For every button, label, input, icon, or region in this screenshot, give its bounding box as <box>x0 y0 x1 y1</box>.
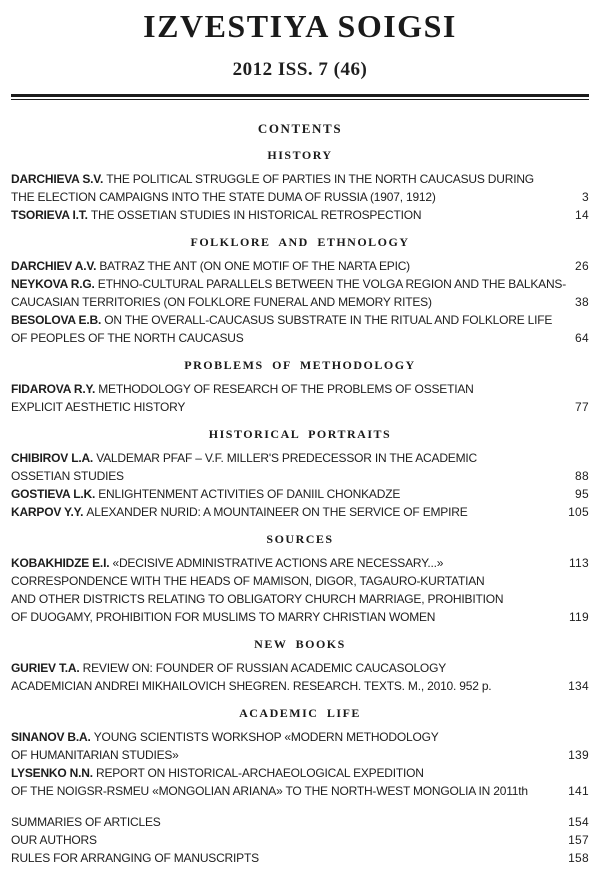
page-number: 105 <box>568 504 589 519</box>
author-name: KOBAKHIDZE E.I. <box>11 555 110 570</box>
entry-text <box>11 449 477 467</box>
page-number: 157 <box>568 832 589 847</box>
page-number: 141 <box>568 783 589 798</box>
entry-title: OF HUMANITARIAN STUDIES» <box>11 747 179 762</box>
issue-label: 2012 ISS. 7 (46) <box>232 59 368 80</box>
entry-title: OF PEOPLES OF THE NORTH CAUCASUS <box>11 330 244 345</box>
page-number: 88 <box>575 468 589 483</box>
page-number: 95 <box>575 486 589 501</box>
toc-row <box>11 293 589 311</box>
entry-text <box>11 677 491 695</box>
section-heading: SOURCES <box>266 531 334 546</box>
section-new-books <box>11 637 589 695</box>
section-heading: HISTORY <box>267 147 333 162</box>
toc-row <box>11 485 589 503</box>
toc-row <box>11 257 589 275</box>
section-heading: FOLKLORE AND ETHNOLOGY <box>190 234 410 249</box>
page-number: 64 <box>575 330 589 345</box>
section-problems-of-methodology <box>11 358 589 416</box>
double-rule-divider <box>11 94 589 100</box>
page-number: 113 <box>568 555 589 570</box>
page-number: 134 <box>568 678 589 693</box>
author-name: GOSTIEVA L.K. <box>11 486 96 501</box>
contents-heading: CONTENTS <box>257 120 343 136</box>
entry-title: BATRAZ THE ANT (ON ONE MOTIF OF THE NARTA EPIC) <box>99 258 410 273</box>
entry-text <box>11 170 534 188</box>
entry-title: AND OTHER DISTRICTS RELATING TO OBLIGATORY CHURCH MARRIAGE, PROHIBITION <box>11 591 504 606</box>
author-name: KARPOV Y.Y. <box>11 504 84 519</box>
entry-title: REVIEW ON: FOUNDER OF RUSSIAN ACADEMIC CAUCASOLOGY <box>82 660 447 675</box>
toc-row <box>11 188 589 206</box>
entry-text <box>11 590 503 608</box>
page-number: 26 <box>575 258 589 273</box>
section-heading: HISTORICAL PORTRAITS <box>208 426 392 441</box>
section-history <box>11 148 589 224</box>
toc-row <box>11 728 589 746</box>
back-matter <box>11 813 589 867</box>
entry-text <box>11 813 161 831</box>
toc-row <box>11 380 589 398</box>
toc-row <box>11 206 589 224</box>
toc-row <box>11 608 589 626</box>
author-name: NEYKOVA R.G. <box>11 276 95 291</box>
author-name: LYSENKO N.N. <box>11 765 93 780</box>
toc-row <box>11 554 589 572</box>
toc-row <box>11 813 589 831</box>
entry-title: SUMMARIES OF ARTICLES <box>11 814 161 829</box>
toc-row <box>11 659 589 677</box>
entry-text <box>11 746 179 764</box>
author-name: TSORIEVA I.T. <box>11 207 88 222</box>
author-name: DARCHIEV A.V. <box>11 258 97 273</box>
page-number: 119 <box>568 609 589 624</box>
toc-row <box>11 329 589 347</box>
entry-text <box>11 275 566 293</box>
toc-row <box>11 572 589 590</box>
author-name: GURIEV T.A. <box>11 660 80 675</box>
entry-title: METHODOLOGY OF RESEARCH OF THE PROBLEMS OF OSSETIAN <box>98 381 474 396</box>
author-name: FIDAROVA R.Y. <box>11 381 96 396</box>
entry-title: THE ELECTION CAMPAIGNS INTO THE STATE DUMA OF RUSSIA (1907, 1912) <box>11 189 436 204</box>
entry-text <box>11 206 421 224</box>
entry-title: CAUCASIAN TERRITORIES (ON FOLKLORE FUNERAL AND MEMORY RITES) <box>11 294 432 309</box>
toc-row <box>11 170 589 188</box>
entry-text <box>11 728 439 746</box>
entry-title: RULES FOR ARRANGING OF MANUSCRIPTS <box>11 850 259 865</box>
entry-title: OF THE NOIGSR-RSMEU «MONGOLIAN ARIANA» TO THE NORTH-WEST MONGOLIA IN 2011th <box>11 783 528 798</box>
entry-text <box>11 329 244 347</box>
page-number: 14 <box>575 207 589 222</box>
entry-text <box>11 503 468 521</box>
entry-title: CORRESPONDENCE WITH THE HEADS OF MAMISON, DIGOR, TAGAURO-KURTATIAN <box>11 573 485 588</box>
toc-row <box>11 467 589 485</box>
entry-title: THE POLITICAL STRUGGLE OF PARTIES IN THE NORTH CAUCASUS DURING <box>106 171 534 186</box>
entry-text <box>11 554 443 572</box>
section-heading: NEW BOOKS <box>254 636 346 651</box>
page-number: 38 <box>575 294 589 309</box>
toc-row <box>11 398 589 416</box>
entry-title: EXPLICIT AESTHETIC HISTORY <box>11 399 186 414</box>
entry-title: VALDEMAR PFAF – V.F. MILLER'S PREDECESSOR IN THE ACADEMIC <box>96 450 477 465</box>
entry-text <box>11 608 435 626</box>
toc-row <box>11 311 589 329</box>
entry-text <box>11 782 528 800</box>
entry-text <box>11 467 124 485</box>
author-name: BESOLOVA E.B. <box>11 312 102 327</box>
entry-text <box>11 572 485 590</box>
page-number: 154 <box>568 814 589 829</box>
entry-title: THE OSSETIAN STUDIES IN HISTORICAL RETROSPECTION <box>90 207 422 222</box>
section-heading: PROBLEMS OF METHODOLOGY <box>184 357 416 372</box>
entry-text <box>11 380 474 398</box>
entry-title: «DECISIVE ADMINISTRATIVE ACTIONS ARE NECESSARY...» <box>112 555 444 570</box>
entry-text <box>11 659 446 677</box>
toc-row <box>11 764 589 782</box>
entry-text <box>11 849 259 867</box>
page-number: 158 <box>568 850 589 865</box>
toc-row <box>11 746 589 764</box>
toc-row <box>11 677 589 695</box>
section-sources <box>11 532 589 626</box>
page-number: 139 <box>568 747 589 762</box>
entry-title: ACADEMICIAN ANDREI MIKHAILOVICH SHEGREN. RESEARCH. TEXTS. M., 2010. 952 p. <box>11 678 492 693</box>
entry-title: ETHNO-CULTURAL PARALLELS BETWEEN THE VOLGA REGION AND THE BALKANS- <box>97 276 567 291</box>
entry-title: OF DUOGAMY, PROHIBITION FOR MUSLIMS TO MARRY CHRISTIAN WOMEN <box>11 609 436 624</box>
toc-row <box>11 590 589 608</box>
entry-title: YOUNG SCIENTISTS WORKSHOP «MODERN METHODOLOGY <box>93 729 439 744</box>
section-academic-life <box>11 706 589 800</box>
entry-text <box>11 188 436 206</box>
toc-row <box>11 782 589 800</box>
entry-text <box>11 257 410 275</box>
entry-title: OSSETIAN STUDIES <box>11 468 124 483</box>
author-name: SINANOV B.A. <box>11 729 91 744</box>
entry-text <box>11 293 432 311</box>
entry-text <box>11 311 552 329</box>
entry-text <box>11 831 97 849</box>
entry-text <box>11 398 185 416</box>
toc-row <box>11 275 589 293</box>
journal-title: IZVESTIYA SOIGSI <box>143 8 457 44</box>
entry-title: ENLIGHTENMENT ACTIVITIES OF DANIIL CHONKADZE <box>98 486 401 501</box>
toc-row <box>11 849 589 867</box>
section-heading: ACADEMIC LIFE <box>239 705 361 720</box>
entry-text <box>11 764 424 782</box>
page-number: 77 <box>575 399 589 414</box>
entry-title: ALEXANDER NURID: A MOUNTAINEER ON THE SERVICE OF EMPIRE <box>86 504 468 519</box>
author-name: DARCHIEVA S.V. <box>11 171 104 186</box>
toc-row <box>11 503 589 521</box>
entry-title: OUR AUTHORS <box>11 832 97 847</box>
section-folklore-and-ethnology <box>11 235 589 347</box>
toc-row <box>11 449 589 467</box>
entry-text <box>11 485 400 503</box>
page-number: 3 <box>582 189 589 204</box>
entry-title: ON THE OVERALL-CAUCASUS SUBSTRATE IN THE RITUAL AND FOLKLORE LIFE <box>104 312 553 327</box>
toc-row <box>11 831 589 849</box>
entry-title: REPORT ON HISTORICAL-ARCHAEOLOGICAL EXPEDITION <box>95 765 424 780</box>
section-historical-portraits <box>11 427 589 521</box>
author-name: CHIBIROV L.A. <box>11 450 94 465</box>
